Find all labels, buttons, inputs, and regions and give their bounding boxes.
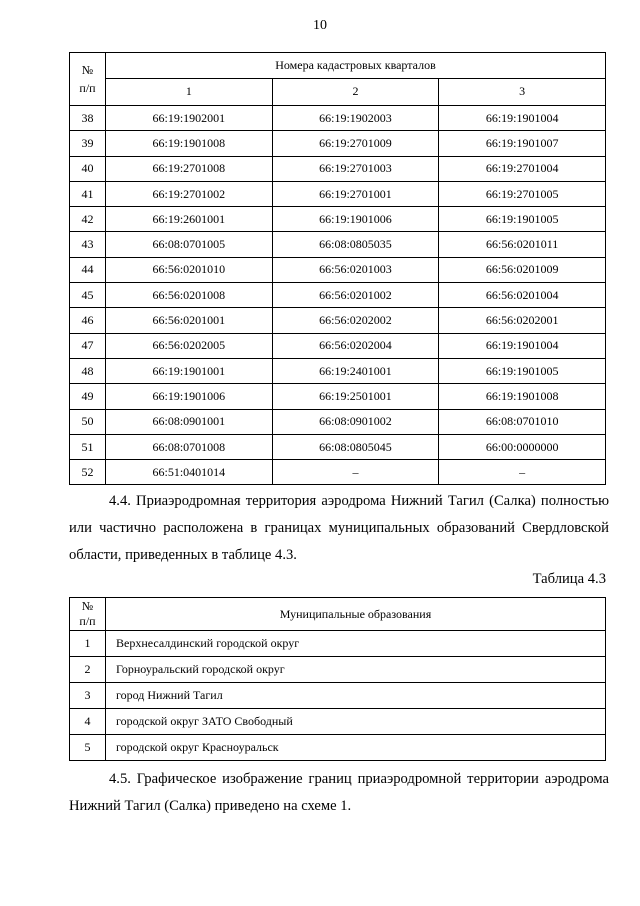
cadastral-number: 66:56:0201004 xyxy=(439,283,606,308)
table-row xyxy=(70,131,606,156)
cadastral-number: 66:19:2701009 xyxy=(272,131,439,156)
cadastral-number: 66:19:2701004 xyxy=(439,156,606,181)
row-number: 51 xyxy=(70,434,106,459)
table-row xyxy=(70,232,606,257)
cadastral-number: 66:08:0701008 xyxy=(106,434,273,459)
number-sign: № xyxy=(81,63,94,77)
cadastral-number: 66:56:0202004 xyxy=(272,333,439,358)
table-row xyxy=(70,709,606,735)
row-number: 44 xyxy=(70,257,106,282)
municipality-name: Верхнесалдинский городской округ xyxy=(106,631,606,657)
cadastral-number: 66:19:1901005 xyxy=(439,207,606,232)
row-number: 46 xyxy=(70,308,106,333)
cadastral-number: 66:08:0901001 xyxy=(106,409,273,434)
table-row xyxy=(70,156,606,181)
row-number: 2 xyxy=(70,657,106,683)
paragraph-4-4: 4.4. Приаэродромная территория аэродрома Нижний Тагил (Салка) полностью или частично расположена в границах муниципальных образований Свердловской области, приведенных в таблице 4.3. xyxy=(69,493,609,563)
cadastral-number: 66:19:1901006 xyxy=(272,207,439,232)
cadastral-number: 66:00:0000000 xyxy=(439,434,606,459)
cadastral-number: 66:19:2401001 xyxy=(272,358,439,383)
table-row xyxy=(70,283,606,308)
number-sign: № xyxy=(81,599,94,613)
municipality-name: городской округ Красноуральск xyxy=(106,735,606,761)
column-header-1: 1 xyxy=(106,78,273,105)
row-number: 45 xyxy=(70,283,106,308)
cadastral-number: 66:19:1901008 xyxy=(439,384,606,409)
number-abbrev: п/п xyxy=(79,81,96,95)
cadastral-number: 66:19:2701001 xyxy=(272,181,439,206)
cadastral-number: 66:08:0805045 xyxy=(272,434,439,459)
municipality-name: городской округ ЗАТО Свободный xyxy=(106,709,606,735)
row-number: 52 xyxy=(70,460,106,485)
table-row xyxy=(70,657,606,683)
cadastral-number: 66:19:2701005 xyxy=(439,181,606,206)
row-number: 47 xyxy=(70,333,106,358)
table-row xyxy=(70,207,606,232)
municipality-name: город Нижний Тагил xyxy=(106,683,606,709)
cadastral-number: 66:56:0202002 xyxy=(272,308,439,333)
page-number: 10 xyxy=(313,18,327,33)
cadastral-number: 66:19:1901001 xyxy=(106,358,273,383)
row-number: 50 xyxy=(70,409,106,434)
row-number: 38 xyxy=(70,106,106,131)
number-column-header xyxy=(70,53,106,106)
row-number: 3 xyxy=(70,683,106,709)
cadastral-number: 66:19:2701003 xyxy=(272,156,439,181)
cadastral-number: 66:08:0701005 xyxy=(106,232,273,257)
cadastral-number: – xyxy=(439,460,606,485)
cadastral-table-body xyxy=(70,106,606,485)
cadastral-number: 66:56:0202001 xyxy=(439,308,606,333)
cadastral-number: 66:08:0901002 xyxy=(272,409,439,434)
table-row xyxy=(70,106,606,131)
row-number: 41 xyxy=(70,181,106,206)
municipality-name: Горноуральский городской округ xyxy=(106,657,606,683)
table-row xyxy=(70,181,606,206)
table-row xyxy=(70,384,606,409)
table-caption: Таблица 4.3 xyxy=(532,571,606,587)
cadastral-number: 66:19:1902001 xyxy=(106,106,273,131)
row-number: 1 xyxy=(70,631,106,657)
table-row xyxy=(70,257,606,282)
cadastral-number: 66:19:2701002 xyxy=(106,181,273,206)
cadastral-number: 66:19:2601001 xyxy=(106,207,273,232)
paragraph-4-5: 4.5. Графическое изображение границ приаэродромной территории аэродрома Нижний Тагил (Салка) приведено на схеме 1. xyxy=(69,771,609,814)
cadastral-quarters-table xyxy=(69,52,606,485)
cadastral-number: 66:08:0701010 xyxy=(439,409,606,434)
row-number: 5 xyxy=(70,735,106,761)
cadastral-number: 66:56:0201003 xyxy=(272,257,439,282)
row-number: 40 xyxy=(70,156,106,181)
cadastral-number: 66:08:0805035 xyxy=(272,232,439,257)
cadastral-number: 66:19:2701008 xyxy=(106,156,273,181)
cadastral-number: 66:19:1901004 xyxy=(439,106,606,131)
cadastral-number: 66:56:0201011 xyxy=(439,232,606,257)
table-row xyxy=(70,333,606,358)
municipalities-header: Муниципальные образования xyxy=(106,598,606,631)
cadastral-number: 66:56:0201009 xyxy=(439,257,606,282)
cadastral-number: 66:56:0201008 xyxy=(106,283,273,308)
table-row xyxy=(70,358,606,383)
cadastral-number: 66:19:1901007 xyxy=(439,131,606,156)
row-number: 4 xyxy=(70,709,106,735)
table-row xyxy=(70,409,606,434)
municipalities-table-body xyxy=(70,631,606,761)
cadastral-number: – xyxy=(272,460,439,485)
row-number: 48 xyxy=(70,358,106,383)
cadastral-number: 66:56:0202005 xyxy=(106,333,273,358)
number-column-header xyxy=(70,598,106,631)
cadastral-number: 66:19:1901006 xyxy=(106,384,273,409)
row-number: 39 xyxy=(70,131,106,156)
column-header-3: 3 xyxy=(439,78,606,105)
number-abbrev: п/п xyxy=(79,614,96,628)
cadastral-number: 66:19:1902003 xyxy=(272,106,439,131)
cadastral-number: 66:19:2501001 xyxy=(272,384,439,409)
table-row xyxy=(70,434,606,459)
municipalities-table xyxy=(69,597,606,761)
column-header-2: 2 xyxy=(272,78,439,105)
cadastral-number: 66:56:0201001 xyxy=(106,308,273,333)
table-row xyxy=(70,683,606,709)
cadastral-number: 66:19:1901005 xyxy=(439,358,606,383)
cadastral-number: 66:19:1901008 xyxy=(106,131,273,156)
table-row xyxy=(70,308,606,333)
cadastral-group-header: Номера кадастровых кварталов xyxy=(106,53,606,79)
row-number: 43 xyxy=(70,232,106,257)
cadastral-number: 66:56:0201002 xyxy=(272,283,439,308)
cadastral-number: 66:19:1901004 xyxy=(439,333,606,358)
table-row xyxy=(70,631,606,657)
table-row xyxy=(70,460,606,485)
row-number: 49 xyxy=(70,384,106,409)
table-row xyxy=(70,735,606,761)
cadastral-number: 66:56:0201010 xyxy=(106,257,273,282)
row-number: 42 xyxy=(70,207,106,232)
cadastral-number: 66:51:0401014 xyxy=(106,460,273,485)
